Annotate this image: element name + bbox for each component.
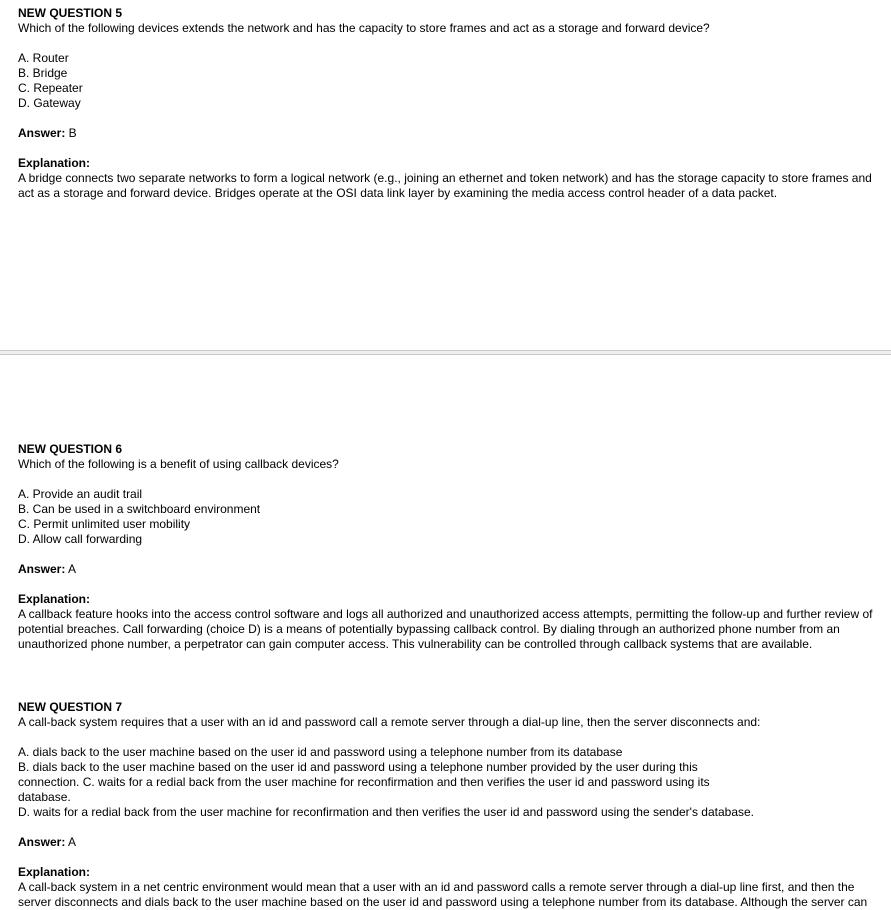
explanation-label: Explanation: <box>18 156 91 170</box>
question-text: Which of the following devices extends the network and has the capacity to store frames and act as a storage and forward device? <box>18 21 710 35</box>
option-c: C. Repeater <box>18 81 83 95</box>
option-a: A. Router <box>18 51 69 65</box>
explanation-label: Explanation: <box>18 865 91 879</box>
option-b: B. Bridge <box>18 66 68 80</box>
option-d: D. Allow call forwarding <box>18 532 143 546</box>
answer-line <box>18 835 878 850</box>
option-a: A. dials back to the user machine based on the user id and password using a telephone number from its database <box>18 745 623 759</box>
answer-line <box>18 562 878 577</box>
options-list <box>18 487 878 547</box>
question-title: NEW QUESTION 7 <box>18 700 123 714</box>
page-1 <box>0 0 891 350</box>
question-title: NEW QUESTION 5 <box>18 6 123 20</box>
answer-value: A <box>65 835 77 849</box>
options-list <box>18 745 878 820</box>
answer-line <box>18 126 878 141</box>
question-block <box>18 6 878 201</box>
page-2 <box>0 355 891 909</box>
answer-label: Answer: <box>18 126 66 140</box>
explanation-text: A callback feature hooks into the access control software and logs all authorized and unauthorized access attempts, permitting the follow-up and further review of potential breaches. Call forwarding (choice D) is a means of potentially bypassing callback control. By dialing through an authorized phone number from an unauthorized phone number, a perpetrator can gain computer access. This vulnerability can be controlled through callback systems that are available. <box>18 607 873 651</box>
explanation-block <box>18 592 878 652</box>
answer-label: Answer: <box>18 835 66 849</box>
question-block <box>18 700 878 910</box>
option-c: C. Permit unlimited user mobility <box>18 517 191 531</box>
option-b: B. dials back to the user machine based on the user id and password using a telephone number provided by the user during this connection. C. waits for a redial back from the user machine for reconfirmation and then verifies the user id and password using its database. <box>18 760 710 804</box>
option-d: D. waits for a redial back from the user machine for reconfirmation and then verifies the user id and password using the sender's database. <box>18 805 755 819</box>
question-text: Which of the following is a benefit of using callback devices? <box>18 457 339 471</box>
answer-value: B <box>65 126 77 140</box>
option-d: D. Gateway <box>18 96 81 110</box>
explanation-text: A bridge connects two separate networks to form a logical network (e.g., joining an ethernet and token network) and has the storage capacity to store frames and act as a storage and forward device. Bridges operate at the OSI data link layer by examining the media access control header of a data packet. <box>18 171 872 200</box>
explanation-label: Explanation: <box>18 592 91 606</box>
question-block <box>18 442 878 652</box>
option-a: A. Provide an audit trail <box>18 487 143 501</box>
explanation-block <box>18 865 878 910</box>
explanation-block <box>18 156 878 201</box>
answer-value: A <box>65 562 77 576</box>
options-list <box>18 51 878 111</box>
question-text: A call-back system requires that a user with an id and password call a remote server through a dial-up line, then the server disconnects and: <box>18 715 761 729</box>
answer-label: Answer: <box>18 562 66 576</box>
option-b: B. Can be used in a switchboard environment <box>18 502 261 516</box>
question-title: NEW QUESTION 6 <box>18 442 123 456</box>
explanation-text: A call-back system in a net centric environment would mean that a user with an id and password calls a remote server through a dial-up line first, and then the server disconnects and dials back to the user machine based on the user id and password using a telephone number from its database. Although the server can <box>18 880 868 909</box>
